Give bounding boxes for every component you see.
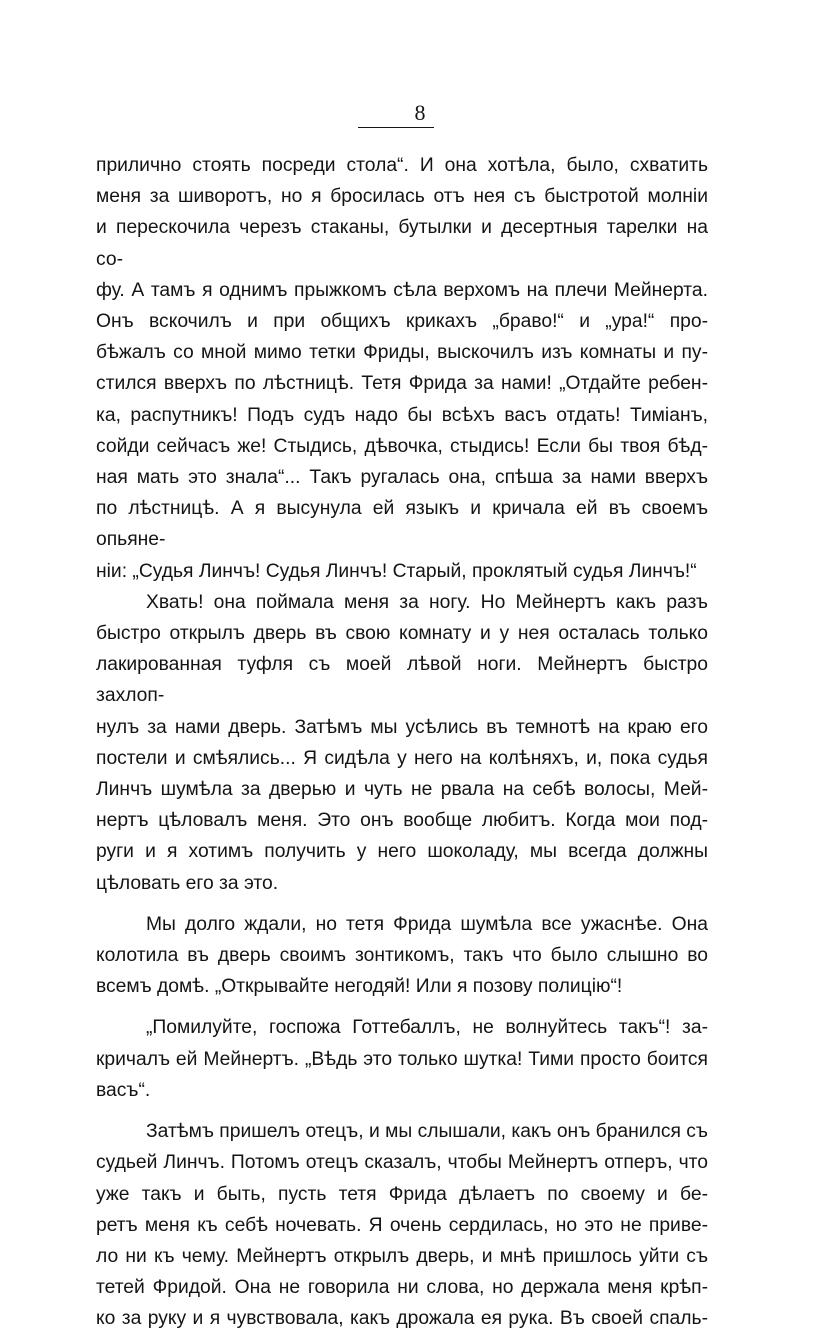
text-line: стился вверхъ по лѣстницѣ. Тетя Фрида за нами! „Отдайте ребен- [96, 373, 708, 395]
text-line: постели и смѣялись... Я сидѣла у него на колѣняхъ, и, пока судья [96, 747, 708, 769]
page-number-rule [358, 127, 434, 128]
text-line: лакированная туфля съ моей лѣвой ноги. Мейнертъ быстро захлоп- [96, 654, 708, 707]
text-line: „Помилуйте, госпожа Готтебаллъ, не волнуйтесь такъ“! за- [146, 1017, 708, 1039]
text-line: всемъ домѣ. „Открывайте негодяй! Или я позову полицію“! [96, 976, 623, 998]
text-line: фу. А тамъ я однимъ прыжкомъ сѣла верхомъ на плечи Мейнерта. [96, 279, 708, 301]
text-line: ло ни къ чему. Мейнертъ открылъ дверь, и мнѣ пришлось уйти съ [96, 1245, 708, 1267]
text-line: нертъ цѣловалъ меня. Это онъ вообще любитъ. Когда мои под- [96, 810, 708, 832]
text-line: сойди сейчасъ же! Стыдись, дѣвочка, стыдись! Если бы твоя бѣд- [96, 435, 708, 457]
text-line: Онъ вскочилъ и при общихъ крикахъ „браво!“ и „ура!“ про- [96, 311, 708, 333]
text-line: нулъ за нами дверь. Затѣмъ мы усѣлись въ темнотѣ на краю его [96, 716, 708, 738]
text-line: уже такъ и быть, пусть тетя Фрида дѣлаетъ по своему и бе- [96, 1183, 708, 1205]
text-line: ретъ меня къ себѣ ночевать. Я очень сердилась, но это не приве- [96, 1214, 708, 1236]
text-line: колотила въ дверь своимъ зонтикомъ, такъ что было слышно во [96, 945, 708, 967]
text-line: тетей Фридой. Она не говорила ни слова, но держала меня крѣп- [96, 1277, 708, 1299]
text-line: ніи: „Судья Линчъ! Судья Линчъ! Старый, проклятый судья Линчъ!“ [96, 560, 697, 582]
paragraph-1 [96, 150, 708, 587]
text-line: меня за шиворотъ, но я бросилась отъ нея съ быстротой молніи [96, 186, 708, 208]
text-line: прилично стоять посреди стола“. И она хотѣла, было, схватить [96, 155, 708, 176]
text-line: васъ“. [96, 1079, 151, 1101]
paragraph-5 [96, 1116, 708, 1334]
text-line: ко за руку и я чувствовала, какъ дрожала ея рука. Въ своей спаль- [96, 1308, 708, 1330]
paragraph-3 [96, 909, 708, 1003]
text-line: Затѣмъ пришелъ отецъ, и мы слышали, какъ онъ бранился съ [146, 1121, 708, 1143]
text-line: по лѣстницѣ. А я высунула ей языкъ и кричала ей въ своемъ опьяне- [96, 498, 708, 551]
text-line: ная мать это знала“... Такъ ругалась она, спѣша за нами вверхъ [96, 467, 708, 489]
text-line: кричалъ ей Мейнертъ. „Вѣдь это только шутка! Тими просто боится [96, 1048, 708, 1070]
text-line: Линчъ шумѣла за дверью и чуть не рвала на себѣ волосы, Мей- [96, 779, 708, 801]
text-line: бѣжалъ со мной мимо тетки Фриды, выскочилъ изъ комнаты и пу- [96, 342, 708, 364]
text-line: руги и я хотимъ получить у него шоколаду, мы всегда должны [96, 841, 708, 863]
text-line: Хвать! она поймала меня за ногу. Но Мейнертъ какъ разъ [146, 591, 708, 613]
paragraph-4 [96, 1012, 708, 1106]
text-line: цѣловать его за это. [96, 872, 279, 894]
text-line: судьей Линчъ. Потомъ отецъ сказалъ, чтобы Мейнертъ отперъ, что [96, 1152, 708, 1174]
text-line: и перескочила черезъ стаканы, бутылки и десертныя тарелки на со- [96, 217, 708, 270]
body-text [96, 150, 708, 1335]
text-line: быстро открылъ дверь въ свою комнату и у нея осталась только [96, 623, 708, 645]
page-number: 8 [414, 100, 426, 125]
paragraph-2 [96, 587, 708, 899]
text-line: Мы долго ждали, но тетя Фрида шумѣла все ужаснѣе. Она [146, 913, 708, 935]
text-line: ка, распутникъ! Подъ судъ надо бы всѣхъ васъ отдать! Тиміанъ, [96, 404, 708, 426]
